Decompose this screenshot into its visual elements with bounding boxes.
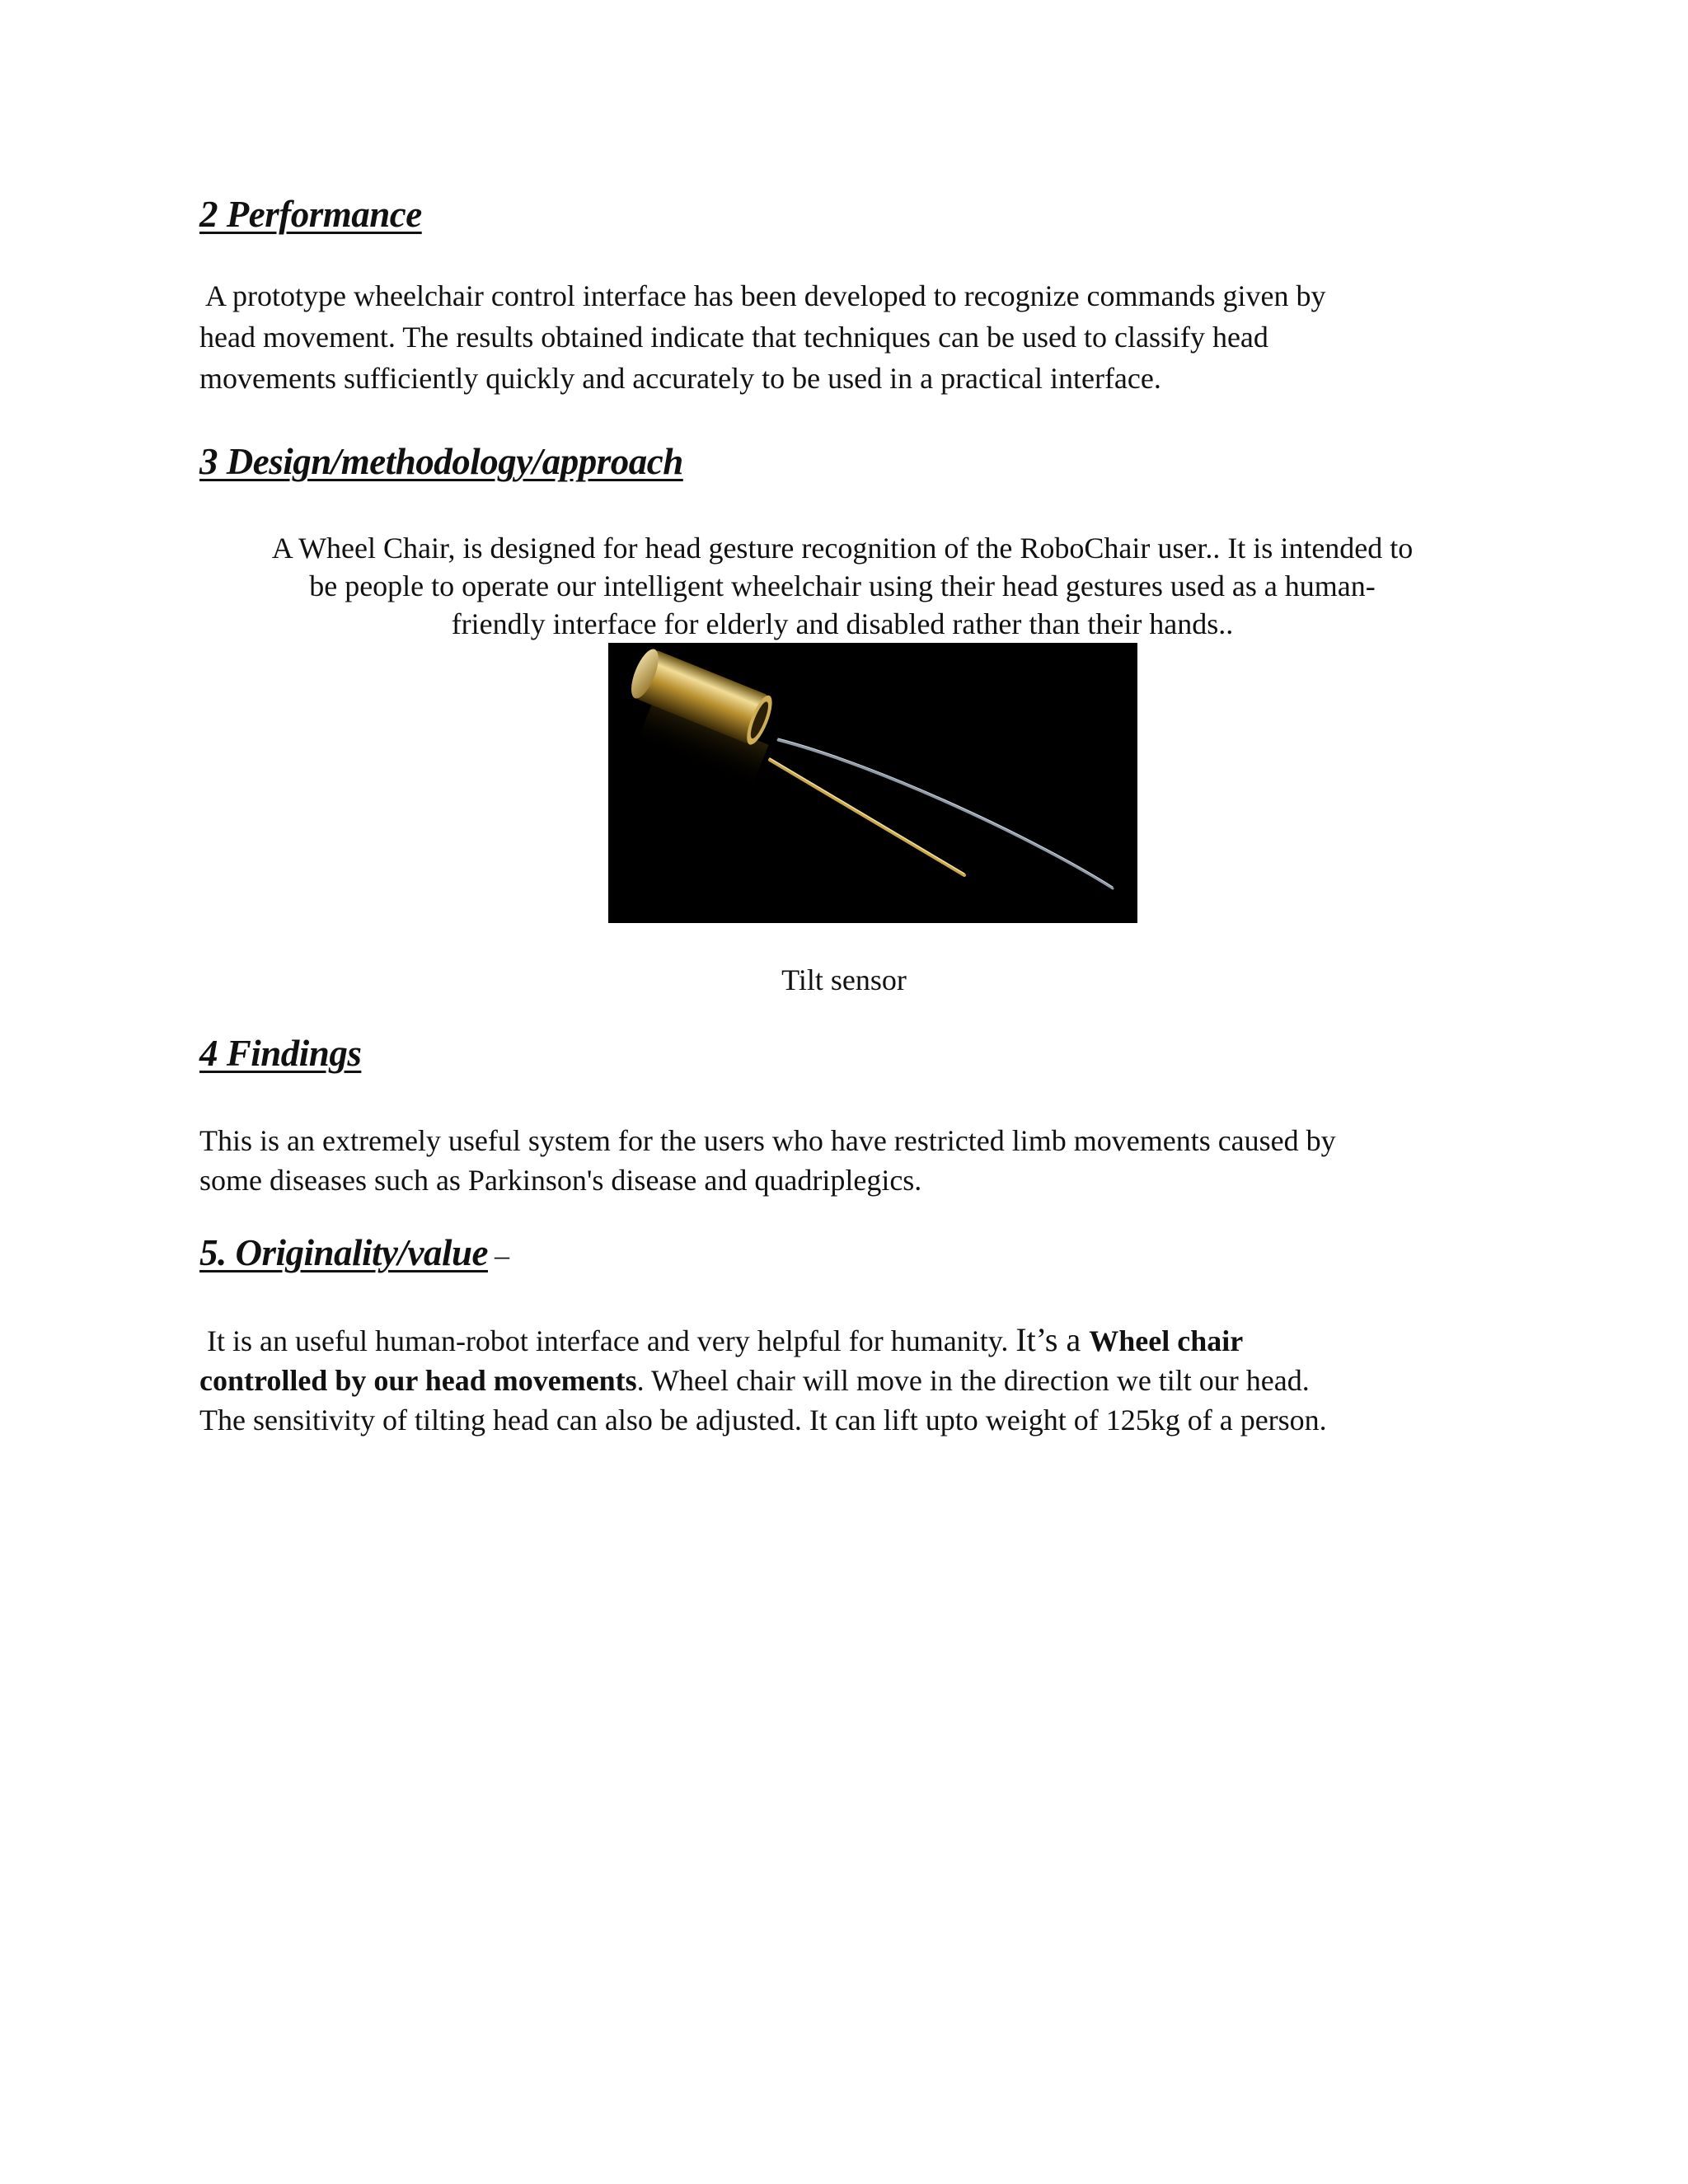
performance-line-3: movements sufficiently quickly and accurately to be used in a practical interface. bbox=[199, 362, 1161, 395]
tilt-sensor-illustration bbox=[608, 643, 1137, 923]
originality-line-2-bold: controlled by our head movements bbox=[199, 1364, 637, 1397]
findings-paragraph bbox=[199, 1121, 1469, 1200]
findings-line-1: This is an extremely useful system for the users who have restricted limb movements caused by bbox=[199, 1124, 1336, 1157]
figure-caption: Tilt sensor bbox=[781, 963, 907, 996]
design-line-1: A Wheel Chair, is designed for head gesture recognition of the RoboChair user.. It is intended to bbox=[271, 532, 1414, 565]
originality-line-1-bold: Wheel chair bbox=[1089, 1324, 1244, 1357]
design-line-3: friendly interface for elderly and disabled rather than their hands.. bbox=[451, 607, 1234, 640]
originality-line-1-text: It is an useful human-robot interface and very helpful for humanity. bbox=[199, 1324, 1016, 1357]
originality-paragraph bbox=[199, 1320, 1469, 1440]
tilt-sensor-photo bbox=[608, 643, 1137, 923]
findings-line-2: some diseases such as Parkinson's disease and quadriplegics. bbox=[199, 1164, 922, 1197]
section-heading-design: 3 Design/methodology/approach bbox=[199, 441, 683, 482]
performance-line-1: A prototype wheelchair control interface has been developed to recognize commands given by bbox=[199, 279, 1326, 312]
originality-line-1 bbox=[199, 1320, 1469, 1361]
originality-line-3: The sensitivity of tilting head can also be adjusted. It can lift upto weight of 125kg of a person. bbox=[199, 1404, 1327, 1436]
design-line-2: be people to operate our intelligent wheelchair using their head gestures used as a human- bbox=[309, 569, 1376, 602]
design-paragraph bbox=[199, 529, 1485, 643]
performance-paragraph bbox=[199, 275, 1469, 399]
originality-line-2 bbox=[199, 1361, 1469, 1400]
performance-line-2: head movement. The results obtained indicate that techniques can be used to classify head bbox=[199, 321, 1268, 354]
heading-dash: – bbox=[495, 1239, 509, 1272]
originality-heading-text: 5. Originality/value bbox=[199, 1232, 488, 1273]
section-heading-originality bbox=[199, 1231, 509, 1274]
section-heading-findings: 4 Findings bbox=[199, 1033, 362, 1074]
originality-line-2-text: . Wheel chair will move in the direction we tilt our head. bbox=[636, 1364, 1310, 1397]
originality-line-1-emphasis: It’s a bbox=[1015, 1321, 1090, 1358]
section-heading-performance: 2 Performance bbox=[199, 194, 422, 235]
